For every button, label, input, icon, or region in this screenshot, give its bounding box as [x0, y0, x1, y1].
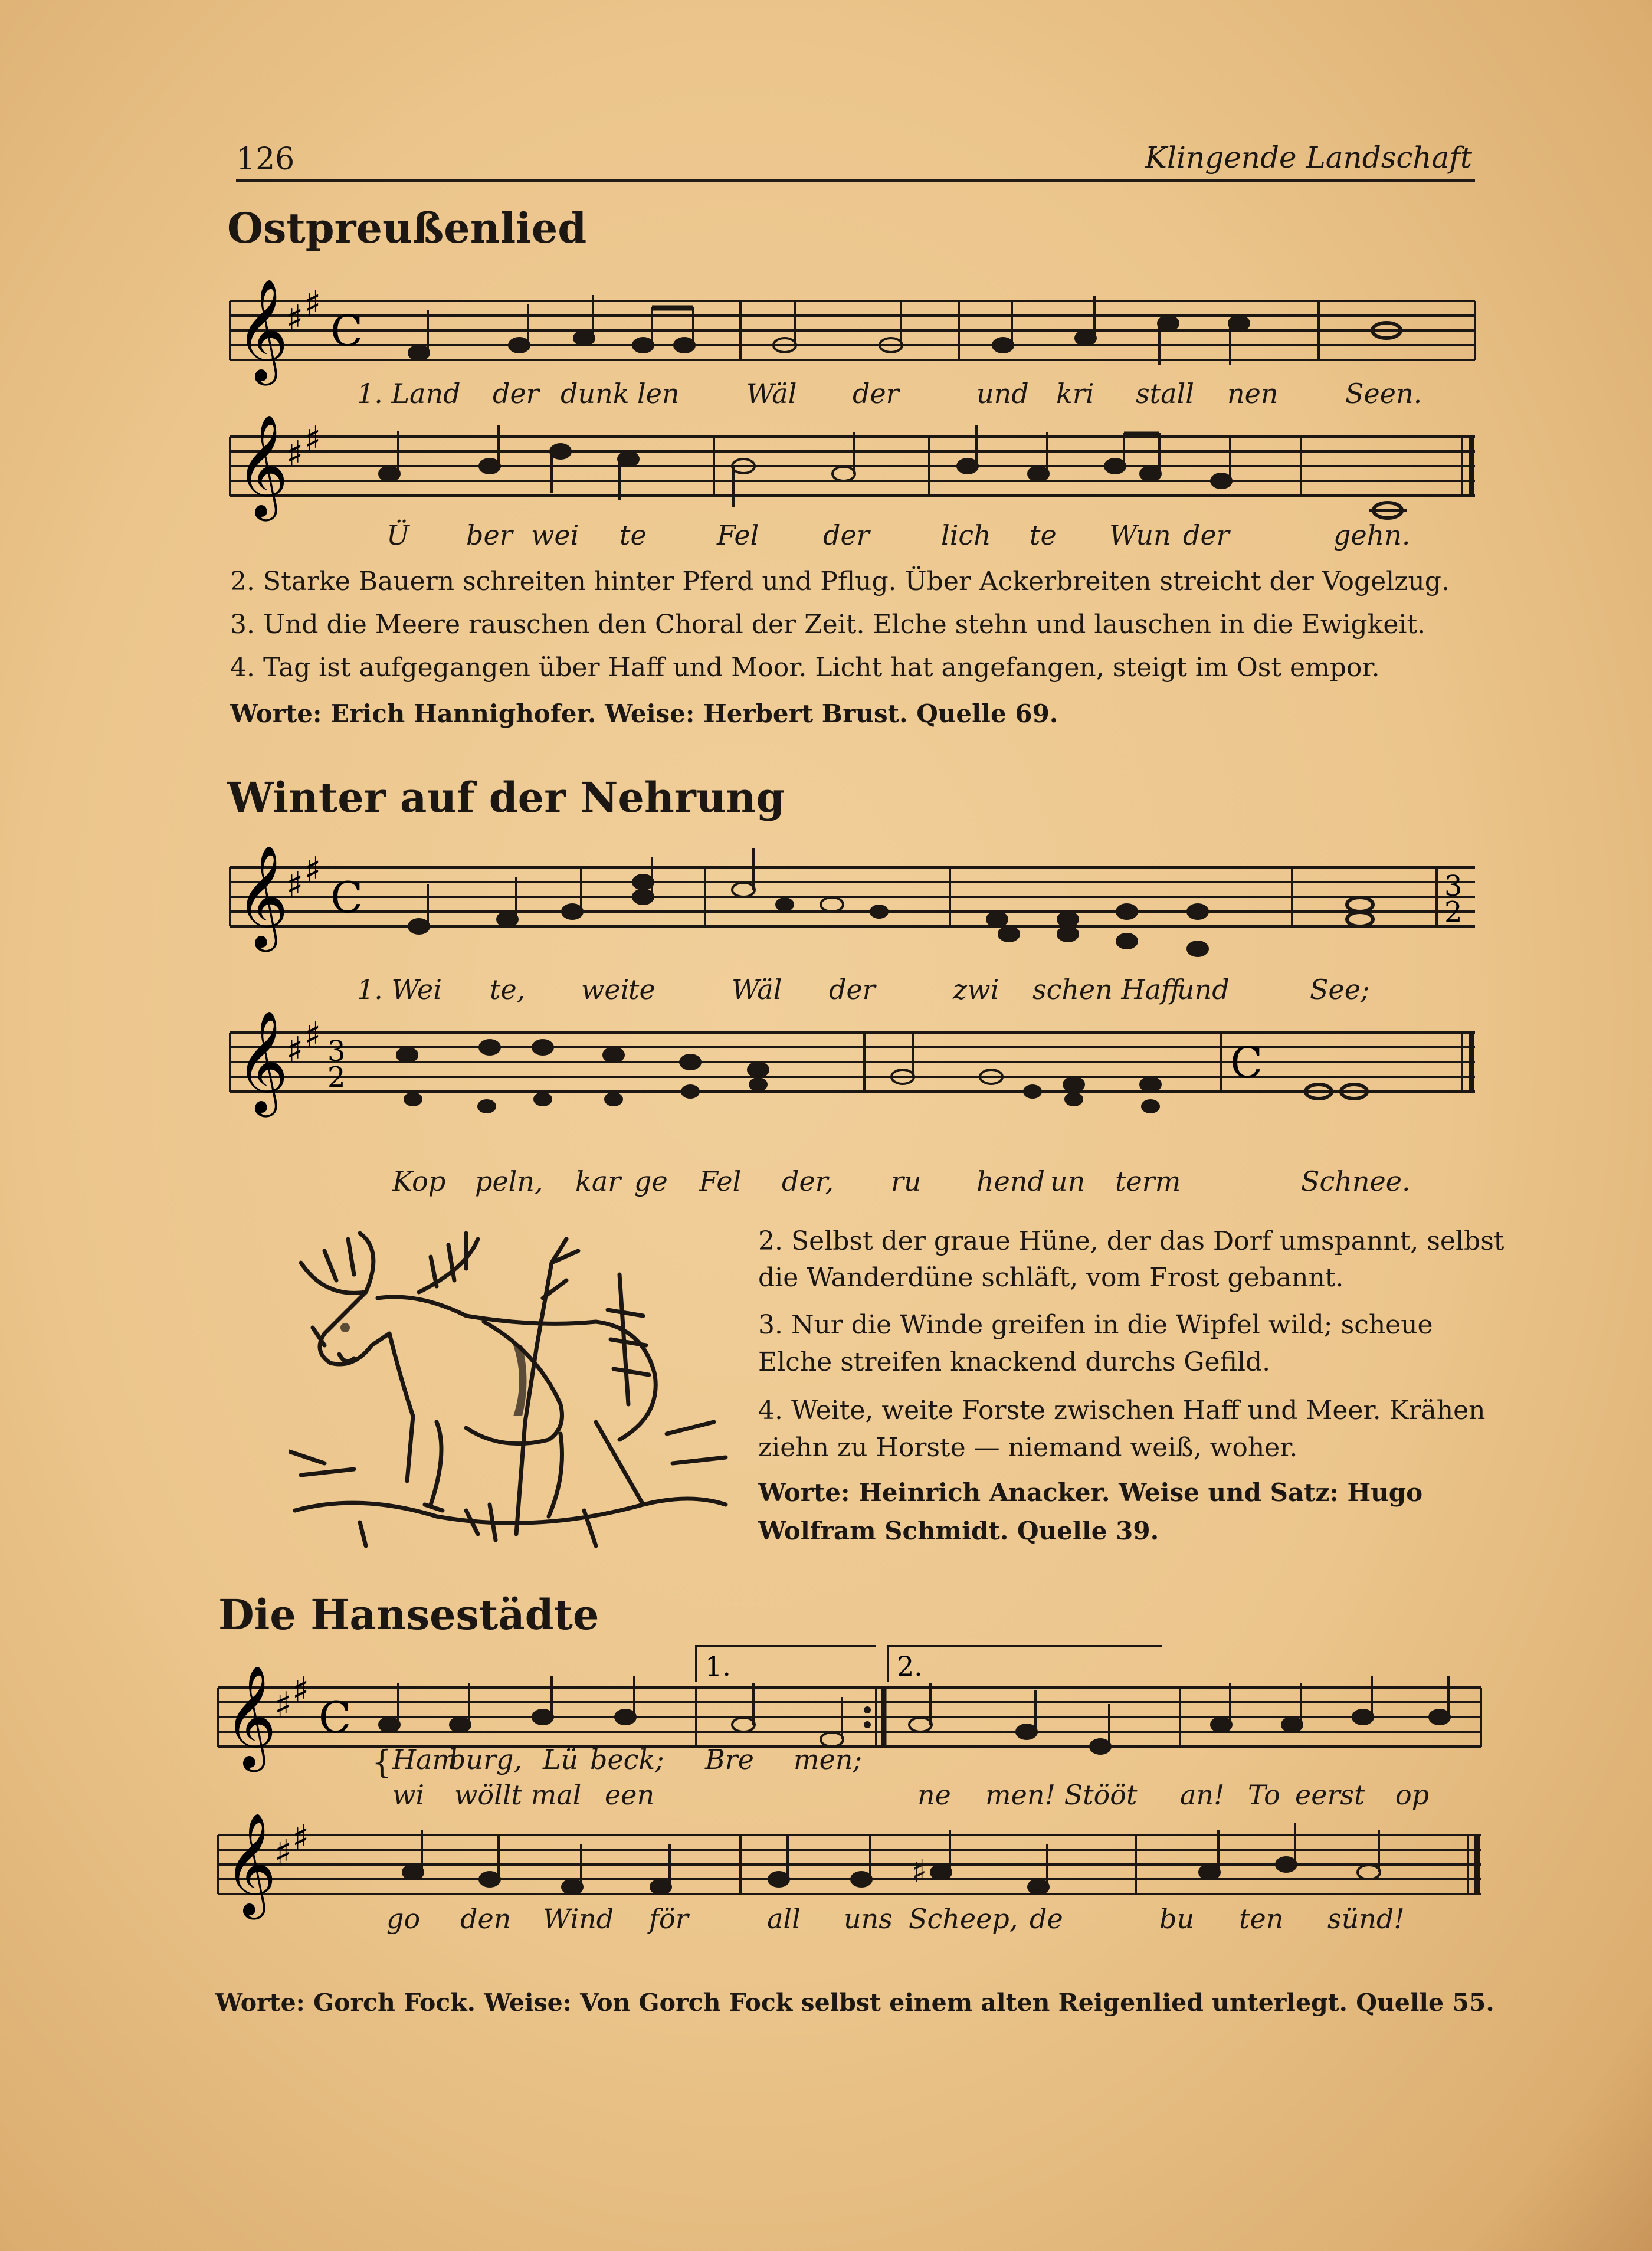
lyric-syllable: der: [829, 974, 876, 1005]
svg-text:♯: ♯: [274, 1685, 292, 1726]
lyric-syllable: Fel: [699, 1165, 742, 1197]
verse-line: ziehn zu Horste — niemand weiß, woher.: [758, 1433, 1298, 1463]
song-credit: Worte: Erich Hannighofer. Weise: Herbert Brust. Quelle 69.: [230, 699, 1058, 728]
lyric-syllable: der: [493, 378, 539, 409]
verse-line: 4. Weite, weite Forste zwischen Haff und Meer. Krähen: [758, 1395, 1486, 1426]
svg-text:♯: ♯: [304, 419, 322, 460]
lyric-syllable: Wun: [1109, 519, 1171, 551]
song-title: Die Hansestädte: [218, 1590, 599, 1639]
lyric-syllable: gehn.: [1333, 519, 1411, 551]
song-credit: Worte: Heinrich Anacker. Weise und Satz: Hugo: [758, 1478, 1423, 1507]
treble-clef-icon: 𝄞: [224, 1813, 277, 1915]
song-title: Winter auf der Nehrung: [227, 773, 785, 822]
verse-line: 4. Tag ist aufgegangen über Haff und Moor. Licht hat angefangen, steigt im Ost empor.: [230, 653, 1380, 683]
svg-text:3: 3: [327, 1035, 346, 1068]
lyric-syllable: ne: [917, 1779, 951, 1811]
svg-text:3: 3: [1444, 870, 1463, 903]
lyric-syllable: Lü: [543, 1744, 579, 1775]
svg-text:♯: ♯: [912, 1853, 927, 1890]
svg-text:♯: ♯: [286, 298, 304, 339]
page-number: 126: [236, 142, 295, 177]
lyric-syllable: för: [649, 1903, 689, 1935]
lyric-syllable: Seen.: [1345, 378, 1422, 409]
running-title: Klingende Landschaft: [1145, 140, 1472, 175]
svg-text:2: 2: [1444, 896, 1463, 929]
lyric-syllable: kri: [1056, 378, 1094, 409]
lyric-syllable: ten: [1239, 1903, 1284, 1935]
lyric-syllable: Kop: [392, 1165, 446, 1197]
svg-text:♯: ♯: [292, 1817, 310, 1859]
volta-bracket: 1.: [705, 1650, 731, 1682]
lyric-syllable: stall: [1136, 378, 1194, 409]
lyric-syllable: burg,: [448, 1744, 523, 1775]
treble-clef-icon: 𝄞: [236, 414, 289, 517]
lyric-syllable: Scheep,: [909, 1903, 1018, 1935]
svg-text:C: C: [330, 306, 363, 356]
svg-text:♯: ♯: [292, 1670, 310, 1711]
lyric-syllable: bu: [1159, 1903, 1195, 1935]
lyric-syllable: eerst: [1295, 1779, 1365, 1811]
lyric-syllable: beck;: [590, 1744, 664, 1775]
lyric-syllable: ge: [634, 1165, 668, 1197]
lyric-syllable: kar: [575, 1165, 621, 1197]
lyric-syllable: op: [1395, 1779, 1430, 1811]
lyric-syllable: sünd!: [1328, 1903, 1405, 1935]
song-credit: Wolfram Schmidt. Quelle 39.: [758, 1516, 1159, 1545]
lyric-syllable: und: [1177, 974, 1230, 1005]
lyric-syllable: ber: [466, 519, 513, 551]
lyric-syllable: 1. Land: [357, 378, 461, 409]
lyric-syllable: Ham: [392, 1744, 458, 1775]
svg-text:♯: ♯: [304, 283, 322, 325]
treble-clef-icon: 𝄞: [236, 845, 289, 948]
brace-icon: {: [372, 1744, 392, 1781]
lyric-syllable: nen: [1227, 378, 1279, 409]
lyric-syllable: zwi: [953, 974, 999, 1005]
lyric-syllable: wei: [531, 519, 579, 551]
lyric-syllable: men! Stööt: [985, 1779, 1138, 1811]
lyric-syllable: Ü: [386, 519, 409, 551]
lyric-syllable: 1. Wei: [357, 974, 442, 1005]
verse-line: die Wanderdüne schläft, vom Frost gebannt.: [758, 1263, 1344, 1293]
lyric-syllable: schen Haff: [1032, 974, 1181, 1005]
lyric-syllable: dunk: [560, 378, 630, 409]
svg-text:♯: ♯: [274, 1832, 292, 1873]
treble-clef-icon: 𝄞: [236, 1010, 289, 1113]
lyric-syllable: und: [976, 378, 1029, 409]
lyric-syllable: wöllt mal: [454, 1779, 582, 1811]
moose-illustration: [289, 1227, 738, 1558]
lyric-syllable: go: [386, 1903, 421, 1935]
verse-line: 2. Selbst der graue Hüne, der das Dorf umspannt, selbst: [758, 1226, 1504, 1256]
lyric-syllable: See;: [1310, 974, 1370, 1005]
lyric-syllable: ru: [891, 1165, 922, 1197]
lyric-syllable: der: [853, 378, 899, 409]
lyric-syllable: lich: [941, 519, 991, 551]
lyric-syllable: der: [823, 519, 870, 551]
verse-line: 2. Starke Bauern schreiten hinter Pferd und Pflug. Über Ackerbreiten streicht der Vogelzug.: [230, 566, 1450, 597]
lyric-syllable: Bre: [705, 1744, 755, 1775]
verse-line: 3. Nur die Winde greifen in die Wipfel wild; scheue: [758, 1310, 1433, 1340]
song-credit: Worte: Gorch Fock. Weise: Von Gorch Fock selbst einem alten Reigenlied unterlegt. Quelle 55.: [215, 1988, 1494, 2017]
svg-text:♯: ♯: [304, 850, 322, 891]
lyric-syllable: te: [1030, 519, 1057, 551]
lyric-syllable: wei: [581, 974, 630, 1005]
svg-text:C: C: [330, 873, 363, 922]
verse-line: Elche streifen knackend durchs Gefild.: [758, 1347, 1271, 1377]
lyric-syllable: To: [1248, 1779, 1280, 1811]
lyric-syllable: un: [1050, 1165, 1086, 1197]
lyric-syllable: een: [605, 1779, 655, 1811]
header-rule: [236, 179, 1475, 182]
lyric-syllable: men;: [794, 1744, 862, 1775]
svg-text:2: 2: [327, 1061, 346, 1094]
music-staff: [230, 1010, 1481, 1151]
verse-line: 3. Und die Meere rauschen den Choral der Zeit. Elche stehn und lauschen in die Ewigkeit.: [230, 610, 1426, 640]
lyric-syllable: an!: [1180, 1779, 1225, 1811]
lyric-syllable: term: [1115, 1165, 1181, 1197]
svg-text:♯: ♯: [286, 864, 304, 906]
lyric-syllable: all: [767, 1903, 801, 1935]
lyric-syllable: Schnee.: [1301, 1165, 1411, 1197]
lyric-syllable: Wind: [543, 1903, 614, 1935]
svg-text:C: C: [319, 1693, 352, 1742]
lyric-syllable: Fel: [717, 519, 759, 551]
treble-clef-icon: 𝄞: [236, 278, 289, 381]
lyric-syllable: Wäl: [746, 378, 797, 409]
lyric-syllable: te,: [490, 974, 526, 1005]
svg-text:C: C: [1230, 1038, 1263, 1087]
lyric-syllable: wi: [392, 1779, 425, 1811]
lyric-syllable: hend: [976, 1165, 1045, 1197]
lyric-syllable: der,: [782, 1165, 834, 1197]
svg-text:♯: ♯: [286, 1030, 304, 1071]
lyric-syllable: te: [620, 519, 647, 551]
volta-bracket: 2.: [897, 1650, 923, 1682]
lyric-syllable: der: [1183, 519, 1230, 551]
lyric-syllable: uns: [844, 1903, 893, 1935]
lyric-syllable: Wäl: [732, 974, 782, 1005]
song-title: Ostpreußenlied: [227, 204, 587, 253]
lyric-syllable: len: [637, 378, 680, 409]
treble-clef-icon: 𝄞: [224, 1665, 277, 1768]
lyric-syllable: peln,: [475, 1165, 543, 1197]
svg-text:♯: ♯: [286, 434, 304, 475]
lyric-syllable: den: [460, 1903, 512, 1935]
lyric-syllable: te: [628, 974, 655, 1005]
music-staff: [230, 845, 1481, 985]
svg-text:♯: ♯: [304, 1015, 322, 1056]
lyric-syllable: de: [1030, 1903, 1063, 1935]
